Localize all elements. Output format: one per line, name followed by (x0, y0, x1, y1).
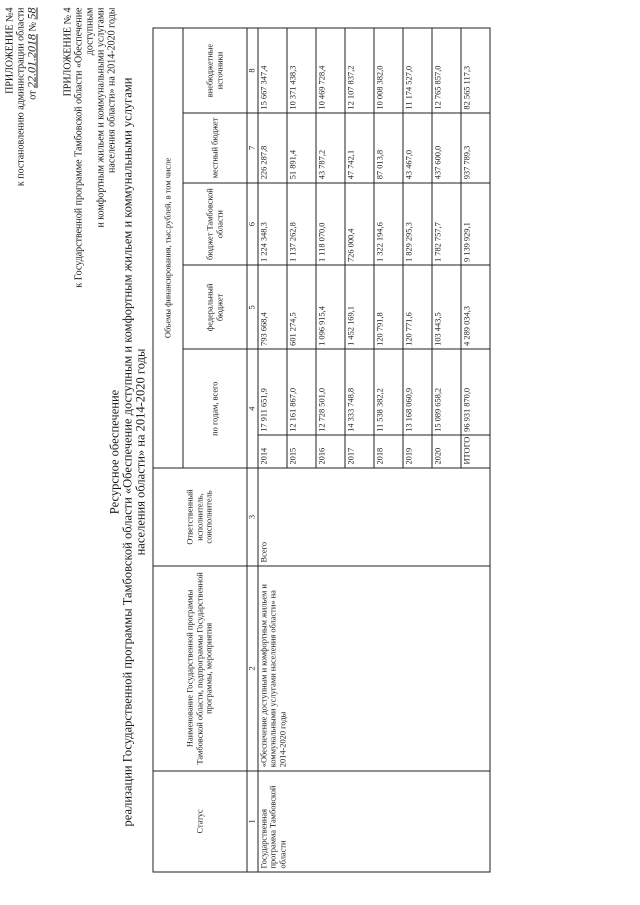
local-cell: 43 787,2 (316, 113, 345, 183)
document-subtitle-1: реализации Государственной программы Тамбовской области «Обеспечение доступным и комфортным жильем и коммунальными услугами (120, 77, 135, 827)
regional-cell: 1 137 262,8 (287, 183, 316, 266)
column-number: 5 (247, 266, 258, 350)
federal-cell: 120 791,8 (374, 266, 403, 350)
column-number: 2 (247, 566, 258, 771)
document-title: Ресурсное обеспечение (107, 389, 122, 515)
resolution-line: к постановлению администрации области (15, 7, 27, 187)
column-number: 6 (247, 183, 258, 266)
year-cell: 2019 (403, 435, 432, 468)
resolution-header (5, 8, 39, 328)
local-cell: 437 600,0 (432, 113, 461, 183)
federal-cell: 103 443,5 (432, 266, 461, 350)
header-extra: внебюджетные источники (183, 28, 247, 113)
header-federal: федеральный бюджет (183, 266, 247, 350)
total-cell: 11 538 382,2 (374, 349, 403, 435)
program-name-cell: «Обеспечение доступным и комфортным жильем и коммунальными услугами населения области» на 2014-2020 годы (258, 566, 490, 771)
regional-cell: 9 139 929,1 (461, 183, 490, 266)
regional-cell: 1 829 295,3 (403, 183, 432, 266)
federal-cell: 793 668,4 (258, 266, 287, 350)
local-cell: 47 742,1 (345, 113, 374, 183)
header-name: Наименование Государственной программы Тамбовской области, подпрограммы Государственной программы, мероприятия (153, 566, 247, 771)
executor-cell: Всего (258, 468, 490, 566)
total-cell: 15 089 658,2 (432, 349, 461, 435)
year-cell: 2018 (374, 435, 403, 468)
regional-cell: 1 322 194,6 (374, 183, 403, 266)
year-cell: 2016 (316, 435, 345, 468)
header-total: по годам, всего (183, 349, 247, 468)
header-local: местный бюджет (183, 113, 247, 183)
local-cell: 937 789,3 (461, 113, 490, 183)
year-cell: 2017 (345, 435, 374, 468)
local-cell: 51 891,4 (287, 113, 316, 183)
total-cell: 96 931 870,0 (461, 349, 490, 435)
extra-cell: 10 371 438,3 (287, 28, 316, 113)
column-number: 3 (247, 468, 258, 566)
extra-cell: 10 469 728,4 (316, 28, 345, 113)
appendix-line-3: населения области» на 2014-2020 годы (106, 7, 118, 173)
total-cell: 12 161 867,0 (287, 349, 316, 435)
appendix-line-2: и комфортным жильем и коммунальными услугами (95, 7, 107, 228)
document-subtitle-2: населения области» на 2014-2020 годы (133, 348, 148, 556)
total-cell: 13 168 060,9 (403, 349, 432, 435)
landscape-content (1, 0, 640, 905)
total-cell: 12 728 501,0 (316, 349, 345, 435)
federal-cell: 601 274,5 (287, 266, 316, 350)
column-number: 4 (247, 349, 258, 468)
total-cell: 14 333 748,8 (345, 349, 374, 435)
appendix-line-1: к Государственной программе Тамбовской области «Обеспечение доступным (73, 7, 96, 288)
regional-cell: 1 224 348,3 (258, 183, 287, 266)
extra-cell: 12 765 857,0 (432, 28, 461, 113)
status-cell: Государственная программа Тамбовской области (258, 771, 490, 872)
total-cell: 17 911 651,9 (258, 349, 287, 435)
header-regional: бюджет Тамбовской области (183, 183, 247, 266)
extra-cell: 10 008 382,0 (374, 28, 403, 113)
local-cell: 87 013,8 (374, 113, 403, 183)
year-cell: 2014 (258, 435, 287, 468)
appendix-number: ПРИЛОЖЕНИЕ №4 (4, 7, 16, 94)
header-executor: Ответственный исполнитель, соисполнитель (153, 468, 247, 566)
federal-cell: 4 289 034,3 (461, 266, 490, 350)
federal-cell: 1 452 169,1 (345, 266, 374, 350)
resource-table (153, 28, 491, 873)
year-cell-total: ИТОГО (461, 435, 490, 468)
extra-cell: 11 174 527,0 (403, 28, 432, 113)
column-number: 1 (247, 771, 258, 872)
year-cell: 2020 (432, 435, 461, 468)
header-funding: Объемы финансирования, тыс.рублей, в том числе (153, 28, 183, 468)
appendix-title: ПРИЛОЖЕНИЕ № 4 (62, 7, 74, 97)
resolution-date-line: от 22.01.2018 № 58 (24, 7, 39, 100)
regional-cell: 726 000,4 (345, 183, 374, 266)
extra-cell: 15 667 347,4 (258, 28, 287, 113)
header-status: Статус (153, 771, 247, 872)
regional-cell: 1 118 070,0 (316, 183, 345, 266)
local-cell: 43 467,0 (403, 113, 432, 183)
local-cell: 226 287,8 (258, 113, 287, 183)
column-number: 8 (247, 28, 258, 113)
extra-cell: 82 565 117,3 (461, 28, 490, 113)
extra-cell: 12 107 837,2 (345, 28, 374, 113)
federal-cell: 1 096 915,4 (316, 266, 345, 350)
column-number: 7 (247, 113, 258, 183)
regional-cell: 1 782 757,7 (432, 183, 461, 266)
document-titles (106, 0, 148, 905)
year-cell: 2015 (287, 435, 316, 468)
resolution-number: 58 (24, 7, 39, 20)
federal-cell: 120 771,6 (403, 266, 432, 350)
resolution-date: 22.01.2018 (24, 34, 39, 89)
